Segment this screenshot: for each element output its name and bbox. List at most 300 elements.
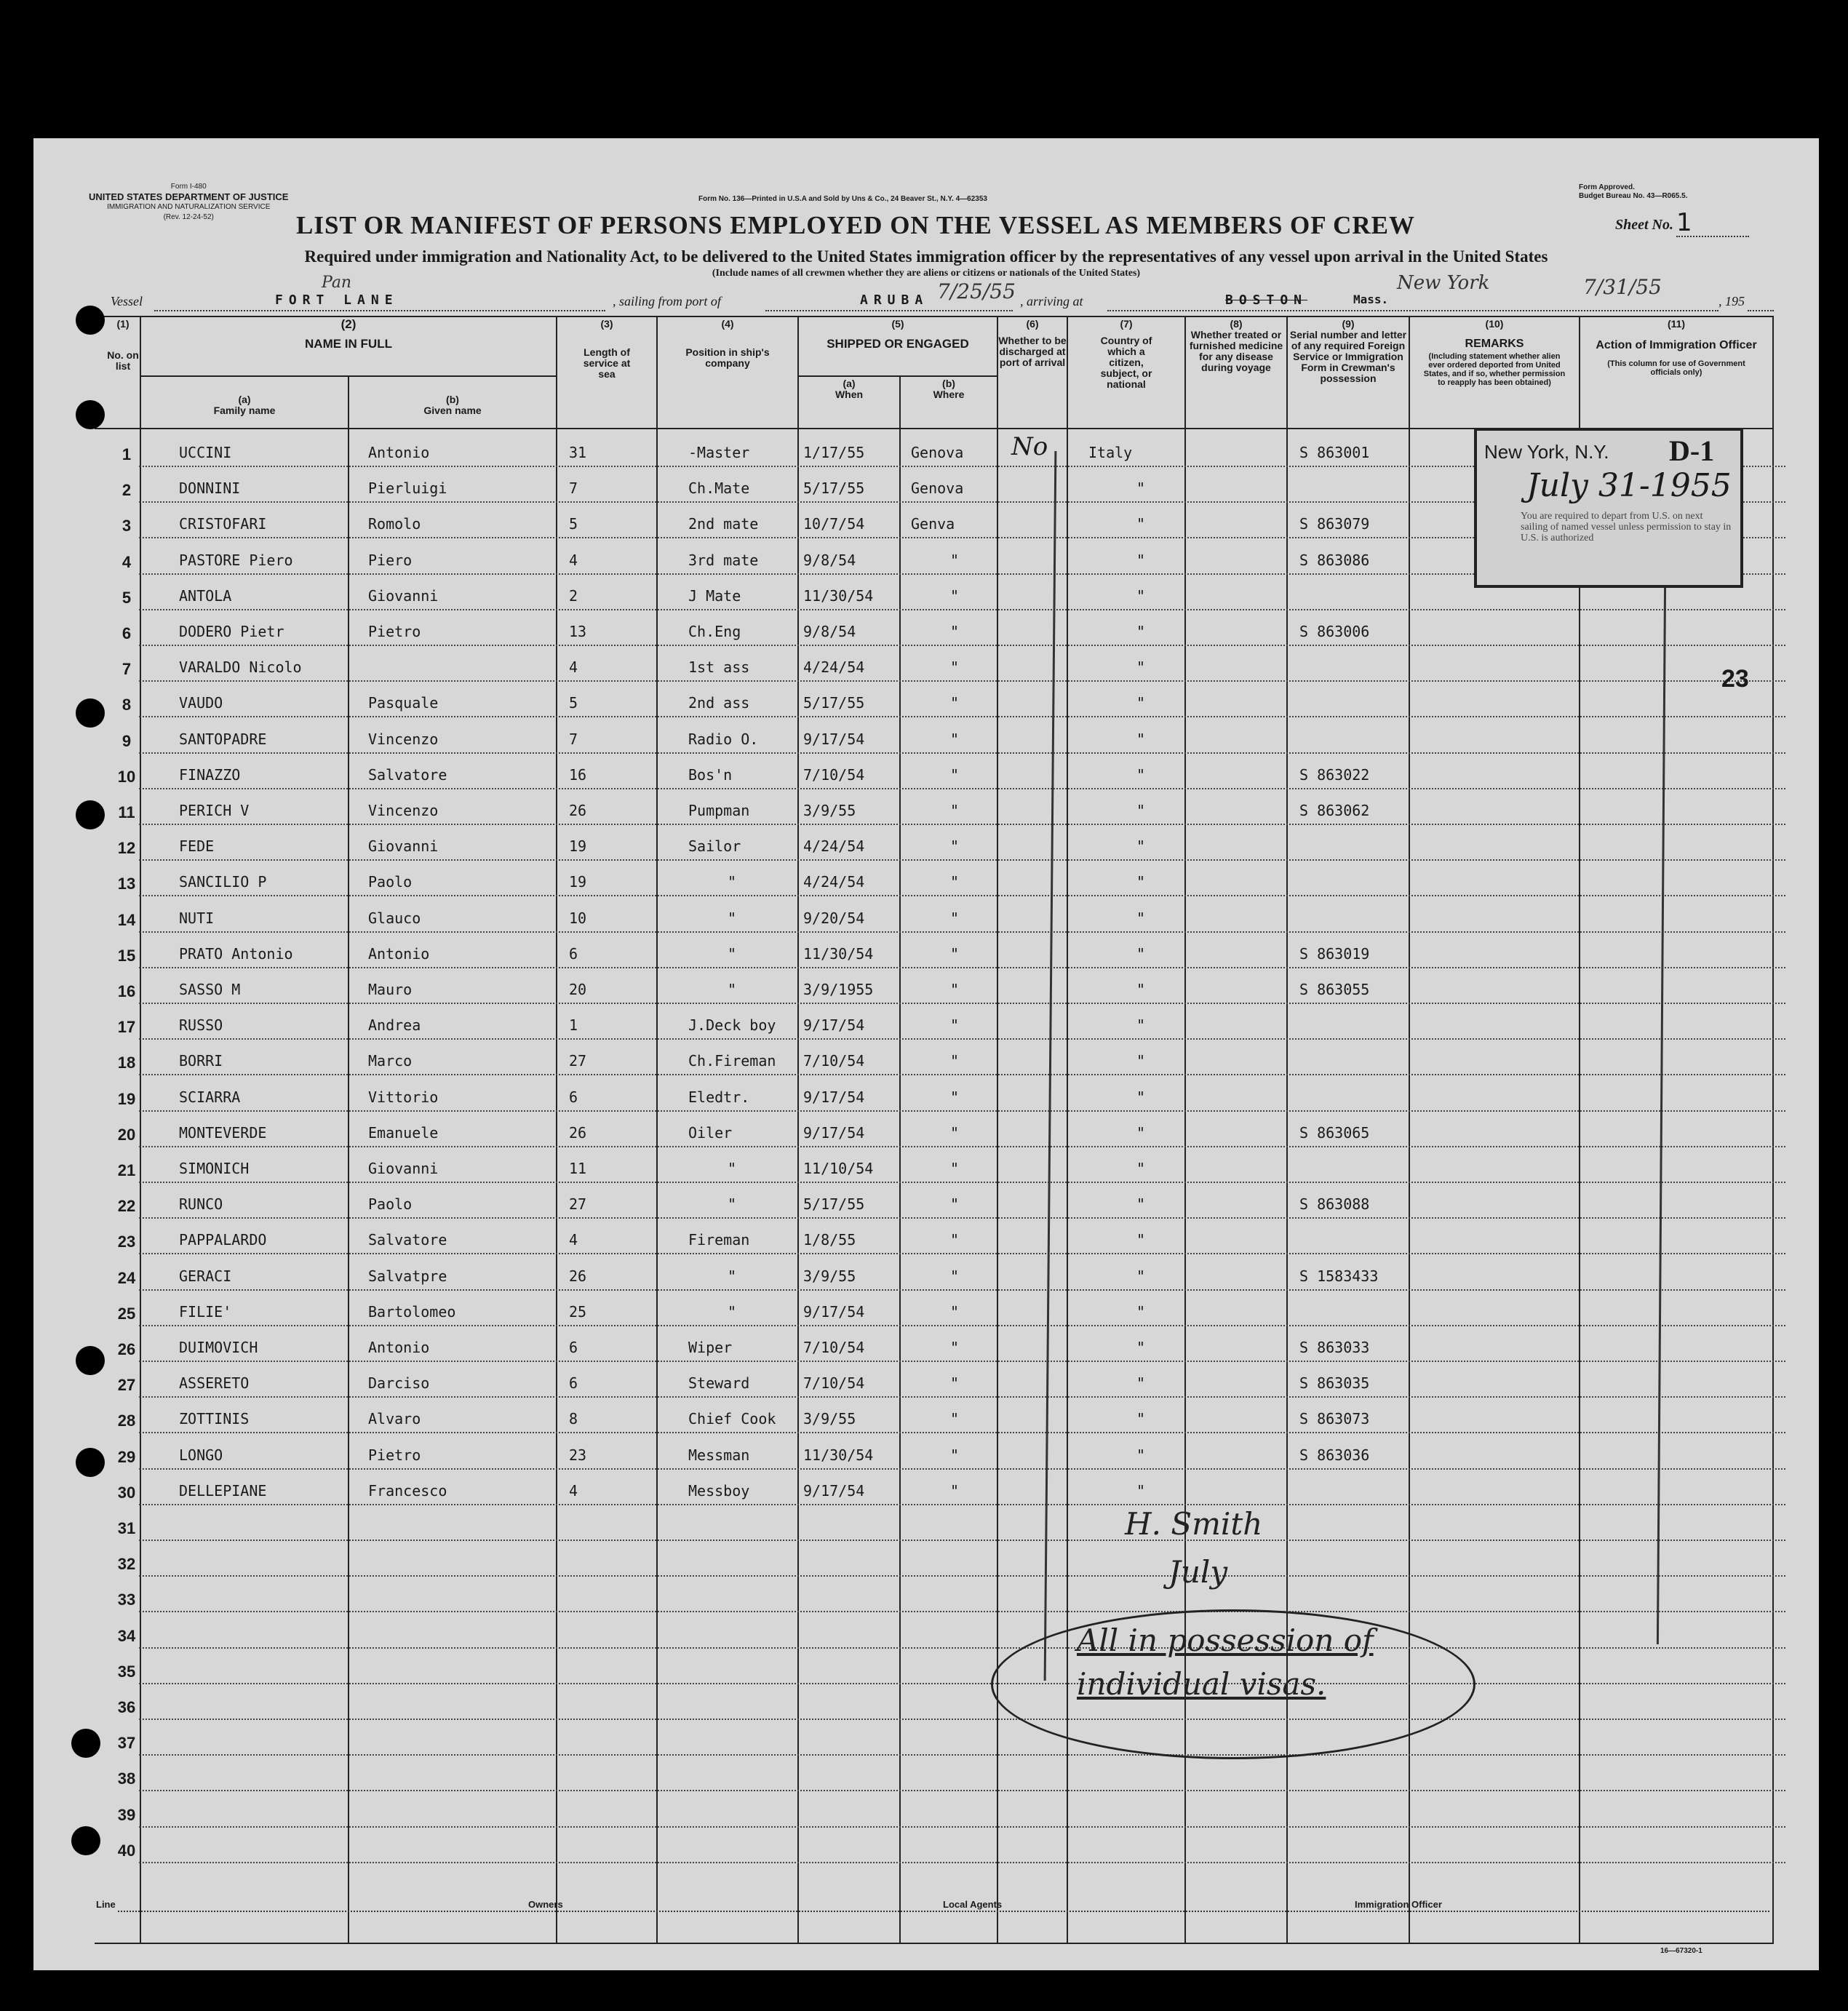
cell-family: NUTI — [179, 909, 215, 927]
table-row — [33, 1791, 1819, 1828]
cell-position: Messboy — [688, 1481, 750, 1500]
table-row — [33, 1397, 1819, 1433]
cell-family: RUNCO — [179, 1195, 223, 1214]
row-number: 10 — [117, 767, 136, 786]
cell-when: 7/10/54 — [803, 765, 865, 784]
row-number: 3 — [122, 517, 132, 535]
punch-hole — [76, 1448, 105, 1477]
cell-where: " — [950, 1160, 960, 1177]
vessel-name: FORT LANE — [275, 292, 399, 308]
cell-given: Pietro — [368, 623, 421, 640]
row-number: 40 — [117, 1841, 136, 1860]
cell-when: 11/30/54 — [803, 586, 874, 605]
cell-where: " — [950, 1302, 960, 1321]
cell-discharged: No — [1011, 432, 1048, 461]
cell-when: 7/10/54 — [803, 1052, 865, 1070]
cell-position: Messman — [688, 1446, 750, 1464]
col11-header: (11) Action of Immigration Officer (This column for use of Government officials only) — [1596, 318, 1757, 377]
cell-when: 4/24/54 — [803, 837, 865, 856]
cell-when: 7/10/54 — [803, 1339, 865, 1356]
cell-serial: S 863086 — [1299, 551, 1370, 569]
cell-country: " — [1136, 623, 1146, 640]
row-number: 11 — [118, 803, 135, 821]
row-number: 26 — [117, 1340, 136, 1358]
budget-approval: Form Approved. Budget Bureau No. 43—R065.5. — [1579, 183, 1688, 200]
cell-given: Antonio — [368, 944, 430, 963]
col4-header: (4) Position in ship's company — [685, 318, 770, 369]
cell-when: 3/9/55 — [803, 802, 856, 819]
cell-when: 1/17/55 — [803, 444, 865, 461]
margin-number: 23 — [1721, 665, 1749, 693]
row-number: 8 — [122, 696, 132, 714]
cell-family: BORRI — [179, 1052, 223, 1070]
cell-serial: S 863022 — [1299, 765, 1370, 784]
cell-family: UCCINI — [179, 444, 232, 461]
cell-length: 20 — [569, 981, 587, 998]
cell-country: " — [1136, 981, 1146, 998]
col8-header: (8) Whether treated or furnished medicine for any disease during voyage — [1189, 318, 1283, 373]
cell-serial: S 863073 — [1299, 1410, 1370, 1428]
cell-position: Chief Cook — [688, 1410, 776, 1428]
cell-country: " — [1136, 1374, 1146, 1393]
cell-when: 1/8/55 — [803, 1231, 856, 1249]
cell-position: Eledtr. — [688, 1088, 750, 1106]
table-row — [33, 1182, 1819, 1219]
cell-length: 19 — [569, 837, 587, 856]
row-number: 37 — [117, 1734, 136, 1753]
row-number: 14 — [117, 910, 136, 929]
cell-family: FEDE — [179, 837, 215, 856]
departure-port: ARUBA — [860, 292, 929, 308]
row-number: 30 — [117, 1483, 136, 1502]
cell-given: Marco — [368, 1052, 413, 1070]
cell-where: " — [950, 1267, 960, 1285]
cell-country: " — [1136, 1016, 1146, 1035]
cell-where: Genova — [911, 479, 964, 498]
sheet-number: 1 — [1676, 208, 1749, 237]
cell-given: Salvatore — [368, 765, 447, 784]
row-number: 13 — [117, 875, 136, 893]
arriving-label: , arriving at — [1020, 294, 1083, 308]
cell-position: Bos'n — [688, 765, 733, 784]
footer-local-agents: Local Agents — [943, 1899, 1003, 1910]
cell-family: LONGO — [179, 1446, 223, 1464]
footer-immigration-officer: Immigration Officer — [1355, 1899, 1442, 1910]
cell-length: 27 — [569, 1052, 587, 1070]
footer-code: 16—67320-1 — [1660, 1947, 1702, 1955]
table-row — [33, 824, 1819, 861]
row-number: 38 — [117, 1769, 136, 1788]
vessel-hand: Pan — [322, 274, 352, 292]
cell-country: " — [1136, 1302, 1146, 1321]
cell-length: 6 — [569, 1088, 578, 1106]
cell-where: " — [950, 981, 960, 998]
row-number: 24 — [117, 1268, 136, 1287]
cell-family: FILIE' — [179, 1302, 232, 1321]
cell-family: PERICH V — [179, 802, 250, 819]
cell-position: " — [728, 981, 737, 998]
cell-position: Sailor — [688, 837, 741, 856]
cell-serial: S 863088 — [1299, 1195, 1370, 1214]
cell-where: " — [950, 1195, 960, 1214]
cell-length: 16 — [569, 765, 587, 784]
cell-where: " — [950, 1410, 960, 1428]
row-number: 33 — [117, 1590, 136, 1609]
row-number: 34 — [117, 1626, 136, 1645]
table-row — [33, 1075, 1819, 1112]
row-number: 25 — [117, 1304, 136, 1323]
table-row — [33, 1147, 1819, 1183]
cell-position: 3rd mate — [688, 551, 759, 569]
cell-family: DODERO Pietr — [179, 623, 284, 640]
cell-where: Genva — [911, 515, 955, 533]
table-row — [33, 1719, 1819, 1756]
cell-country: " — [1136, 1339, 1146, 1356]
cell-country: Italy — [1088, 444, 1133, 461]
cell-given: Giovanni — [368, 1160, 439, 1177]
cell-given: Vincenzo — [368, 730, 439, 748]
cell-family: GERACI — [179, 1267, 232, 1285]
cell-given: Giovanni — [368, 837, 439, 856]
cell-length: 6 — [569, 1374, 578, 1393]
cell-given: Emanuele — [368, 1123, 439, 1142]
table-row — [33, 681, 1819, 717]
manifest-page — [33, 138, 1819, 1970]
cell-position: Fireman — [688, 1231, 750, 1249]
manifest-subtitle: Required under immigration and Nationality Act, to be delivered to the United States immigration officer by the representatives of any vessel upon arrival in the United States — [304, 247, 1548, 266]
table-row — [33, 1755, 1819, 1791]
cell-position: Steward — [688, 1374, 750, 1393]
family-name-header: (a) Family name — [213, 394, 276, 416]
cell-length: 5 — [569, 515, 578, 533]
cell-position: " — [728, 1267, 737, 1285]
cell-position: -Master — [688, 444, 750, 461]
cell-length: 31 — [569, 444, 587, 461]
cell-family: PASTORE Piero — [179, 551, 293, 569]
vessel-label: Vessel — [111, 294, 143, 308]
row-number: 32 — [117, 1555, 136, 1574]
cell-given: Glauco — [368, 909, 421, 927]
department-header: Form I-480 UNITED STATES DEPARTMENT OF JUSTICE IMMIGRATION AND NATURALIZATION SERVICE (Rev. 12-24-52) — [89, 183, 289, 221]
arrival-date: 7/31/55 — [1583, 275, 1662, 299]
cell-country: " — [1136, 586, 1146, 605]
table-row — [33, 968, 1819, 1004]
row-number: 19 — [117, 1089, 136, 1108]
cell-where: " — [950, 551, 960, 569]
cell-length: 23 — [569, 1446, 587, 1464]
cell-length: 26 — [569, 802, 587, 819]
cell-family: DELLEPIANE — [179, 1481, 267, 1500]
row-number: 6 — [122, 624, 132, 642]
cell-position: J.Deck boy — [688, 1016, 776, 1035]
cell-position: 1st ass — [688, 658, 750, 677]
cell-family: SANTOPADRE — [179, 730, 267, 748]
table-row — [33, 1576, 1819, 1612]
manifest-title: LIST OR MANIFEST OF PERSONS EMPLOYED ON THE VESSEL AS MEMBERS OF CREW — [295, 211, 1416, 239]
col6-header: (6) Whether to be discharged at port of arrival — [998, 318, 1067, 368]
cell-given: Pasquale — [368, 694, 439, 712]
cell-when: 9/17/54 — [803, 1088, 865, 1106]
row-number: 18 — [117, 1054, 136, 1072]
cell-length: 6 — [569, 944, 578, 963]
table-row — [33, 932, 1819, 968]
cell-position: " — [728, 909, 737, 927]
cell-given: Andrea — [368, 1016, 421, 1035]
cell-when: 3/9/1955 — [803, 981, 874, 998]
when-header: (a) When — [835, 378, 864, 400]
cell-when: 11/30/54 — [803, 944, 874, 963]
cell-when: 9/17/54 — [803, 1123, 865, 1142]
cell-family: CRISTOFARI — [179, 515, 267, 533]
cell-when: 11/30/54 — [803, 1446, 874, 1464]
cell-position: Oiler — [688, 1123, 733, 1142]
cell-position: J Mate — [688, 586, 741, 605]
cell-country: " — [1136, 479, 1146, 498]
punch-hole — [76, 698, 105, 728]
table-row — [33, 1039, 1819, 1075]
table-row — [33, 1612, 1819, 1649]
cell-where: " — [950, 802, 960, 819]
cell-when: 3/9/55 — [803, 1410, 856, 1428]
col7-header: (7) Country of which a citizen, subject, or national — [1100, 318, 1152, 390]
cell-where: " — [950, 837, 960, 856]
col9-header: (9) Serial number and letter of any required Foreign Service or Immigration Form in Crewman's possession — [1289, 318, 1407, 384]
cell-where: " — [950, 765, 960, 784]
cell-family: VARALDO Nicolo — [179, 658, 302, 677]
cell-country: " — [1136, 1481, 1146, 1500]
cell-length: 25 — [569, 1302, 587, 1321]
table-row — [33, 1111, 1819, 1147]
include-note: (Include names of all crewmen whether they are aliens or citizens or nationals of the United States) — [712, 268, 1141, 279]
row-number: 22 — [117, 1197, 136, 1216]
row-number: 39 — [117, 1805, 136, 1824]
row-number: 12 — [117, 839, 136, 858]
cell-position: " — [728, 1302, 737, 1321]
table-row — [33, 1648, 1819, 1684]
cell-country: " — [1136, 730, 1146, 748]
cell-where: " — [950, 909, 960, 927]
row-number: 27 — [117, 1376, 136, 1395]
sailing-label: , sailing from port of — [613, 294, 721, 308]
cell-given: Paolo — [368, 1195, 413, 1214]
cell-when: 11/10/54 — [803, 1160, 874, 1177]
cell-given: Vittorio — [368, 1088, 439, 1106]
cell-length: 6 — [569, 1339, 578, 1356]
cell-length: 11 — [569, 1160, 587, 1177]
row-number: 23 — [117, 1233, 136, 1251]
cell-length: 2 — [569, 586, 578, 605]
cell-where: " — [950, 1123, 960, 1142]
cell-when: 4/24/54 — [803, 658, 865, 677]
cell-family: PAPPALARDO — [179, 1231, 267, 1249]
table-row — [33, 645, 1819, 682]
arrival-port: BOSTON — [1225, 292, 1308, 308]
table-row — [33, 753, 1819, 789]
officer-signature: H. Smith — [1125, 1506, 1263, 1542]
cell-where: " — [950, 1016, 960, 1035]
cell-when: 9/17/54 — [803, 1302, 865, 1321]
cell-length: 26 — [569, 1123, 587, 1142]
cell-family: VAUDO — [179, 694, 223, 712]
cell-where: " — [950, 1052, 960, 1070]
cell-where: " — [950, 1374, 960, 1393]
cell-when: 9/8/54 — [803, 551, 856, 569]
cell-serial: S 863065 — [1299, 1123, 1370, 1142]
table-row — [33, 789, 1819, 825]
cell-country: " — [1136, 873, 1146, 891]
cell-where: " — [950, 694, 960, 712]
cell-length: 4 — [569, 1481, 578, 1500]
row-number: 21 — [117, 1161, 136, 1179]
cell-country: " — [1136, 1160, 1146, 1177]
row-number: 15 — [117, 946, 136, 965]
cell-length: 4 — [569, 658, 578, 677]
cell-family: FINAZZO — [179, 765, 241, 784]
cell-length: 19 — [569, 873, 587, 891]
cell-length: 4 — [569, 1231, 578, 1249]
cell-length: 8 — [569, 1410, 578, 1428]
row-number: 5 — [122, 588, 132, 607]
cell-family: PRATO Antonio — [179, 944, 293, 963]
sail-date: 7/25/55 — [937, 279, 1016, 303]
cell-country: " — [1136, 1088, 1146, 1106]
cell-country: " — [1136, 802, 1146, 819]
cell-where: " — [950, 944, 960, 963]
cell-country: " — [1136, 551, 1146, 569]
table-row — [33, 1505, 1819, 1541]
cell-where: " — [950, 1088, 960, 1106]
cell-position: " — [728, 1160, 737, 1177]
footer-line: Line — [96, 1899, 116, 1910]
cell-position: 2nd ass — [688, 694, 750, 712]
cell-serial: S 863006 — [1299, 623, 1370, 640]
cell-length: 10 — [569, 909, 587, 927]
cell-where: " — [950, 730, 960, 748]
cell-length: 7 — [569, 730, 578, 748]
cell-serial: S 863079 — [1299, 515, 1370, 533]
cell-where: " — [950, 1481, 960, 1500]
cell-where: " — [950, 1339, 960, 1356]
row-number: 4 — [122, 552, 132, 571]
row-number: 17 — [117, 1018, 136, 1037]
cell-family: RUSSO — [179, 1016, 223, 1035]
table-row — [33, 860, 1819, 896]
cell-where: " — [950, 1231, 960, 1249]
cell-where: " — [950, 873, 960, 891]
cell-given: Mauro — [368, 981, 413, 998]
cell-given: Salvatpre — [368, 1267, 447, 1285]
cell-position: Ch.Mate — [688, 479, 750, 498]
row-number: 16 — [117, 982, 136, 1000]
row-number: 35 — [117, 1662, 136, 1681]
cell-when: 9/8/54 — [803, 623, 856, 640]
sheet-label: Sheet No. — [1615, 217, 1673, 233]
visa-note-line2: individual visas. — [1077, 1666, 1326, 1702]
table-row — [33, 1254, 1819, 1291]
cell-length: 27 — [569, 1195, 587, 1214]
table-row — [33, 1003, 1819, 1040]
cell-country: " — [1136, 944, 1146, 963]
cell-country: " — [1136, 909, 1146, 927]
printer-note: Form No. 136—Printed in U.S.A and Sold by Uns & Co., 24 Beaver St., N.Y. 4—62353 — [698, 195, 987, 203]
cell-country: " — [1136, 1195, 1146, 1214]
table-row — [33, 610, 1819, 646]
given-name-header: (b) Given name — [423, 394, 482, 416]
cell-country: " — [1136, 1446, 1146, 1464]
footer-owners: Owners — [528, 1899, 563, 1910]
table-row — [33, 1684, 1819, 1720]
cell-given: Bartolomeo — [368, 1302, 456, 1321]
cell-given: Antonio — [368, 444, 430, 461]
cell-country: " — [1136, 1123, 1146, 1142]
cell-family: DUIMOVICH — [179, 1339, 258, 1356]
cell-position: Pumpman — [688, 802, 750, 819]
table-row — [33, 1218, 1819, 1254]
cell-family: ASSERETO — [179, 1374, 250, 1393]
cell-given: Francesco — [368, 1481, 447, 1500]
row-number: 29 — [117, 1447, 136, 1466]
table-row — [33, 1540, 1819, 1577]
cell-length: 5 — [569, 694, 578, 712]
cell-given: Alvaro — [368, 1410, 421, 1428]
cell-country: " — [1136, 694, 1146, 712]
year-label: , 195 — [1718, 294, 1745, 308]
cell-length: 4 — [569, 551, 578, 569]
table-row — [33, 1433, 1819, 1470]
cell-family: SASSO M — [179, 981, 241, 998]
cell-given: Pietro — [368, 1446, 421, 1464]
cell-given: Paolo — [368, 873, 413, 891]
punch-hole — [76, 1346, 105, 1375]
cell-serial: S 863036 — [1299, 1446, 1370, 1464]
cell-length: 7 — [569, 479, 578, 498]
arrival-state: Mass. — [1353, 292, 1389, 306]
punch-hole — [76, 400, 105, 429]
row-number: 2 — [122, 481, 132, 500]
signature-month: July — [1168, 1554, 1228, 1590]
cell-country: " — [1136, 837, 1146, 856]
punch-hole — [76, 306, 105, 335]
cell-family: MONTEVERDE — [179, 1123, 267, 1142]
cell-given: Darciso — [368, 1374, 430, 1393]
punch-hole — [76, 800, 105, 829]
cell-position: Radio O. — [688, 730, 759, 748]
immigration-stamp: New York, N.Y. D-1 July 31-1955 You are required to depart from U.S. on next sailing of named vessel unless permission to stay in U.S. is authorized — [1474, 428, 1743, 588]
cell-when: 9/20/54 — [803, 909, 865, 927]
row-number: 7 — [122, 660, 132, 679]
cell-family: SIMONICH — [179, 1160, 250, 1177]
cell-position: Ch.Fireman — [688, 1052, 776, 1070]
col2-header: (2) NAME IN FULL — [305, 317, 392, 351]
col1-header: (1) No. on list — [107, 318, 139, 372]
cell-serial: S 863019 — [1299, 944, 1370, 963]
cell-position: Ch.Eng — [688, 623, 741, 640]
cell-family: SCIARRA — [179, 1088, 241, 1106]
cell-where: " — [950, 1446, 960, 1464]
cell-when: 9/17/54 — [803, 730, 865, 748]
cell-given: Piero — [368, 551, 413, 569]
cell-country: " — [1136, 515, 1146, 533]
cell-when: 7/10/54 — [803, 1374, 865, 1393]
cell-family: DONNINI — [179, 479, 241, 498]
arrival-hand: New York — [1397, 272, 1490, 294]
cell-serial: S 863055 — [1299, 981, 1370, 998]
cell-given: Salvatore — [368, 1231, 447, 1249]
cell-given: Pierluigi — [368, 479, 447, 498]
cell-where: " — [950, 658, 960, 677]
table-row — [33, 1827, 1819, 1863]
cell-position: " — [728, 944, 737, 963]
